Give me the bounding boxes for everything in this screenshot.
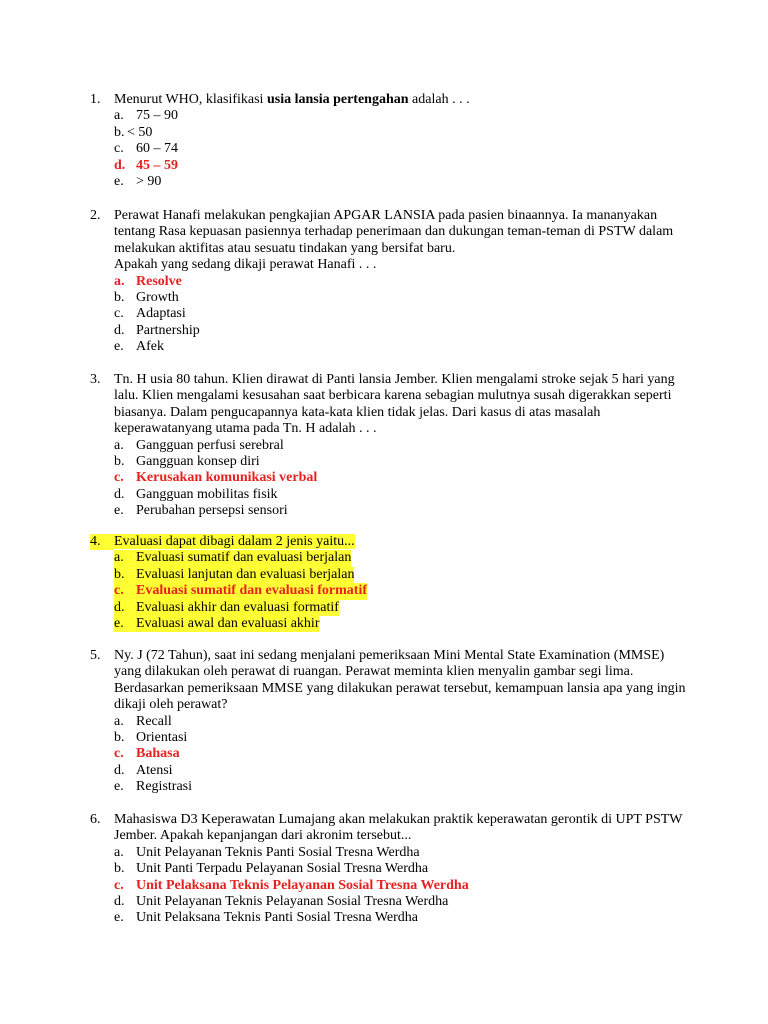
option-b [114,125,690,141]
option-letter: a. [114,437,124,453]
option-letter: e. [114,503,124,519]
option-letter: b. [114,454,125,470]
option-c-correct [114,470,690,486]
question-text [114,372,690,438]
question-text [114,208,690,274]
option-letter: d. [114,157,126,173]
option-letter: c. [114,141,124,157]
option-text: Recall [136,713,172,729]
option-text: Evaluasi lanjutan dan evaluasi berjalan [136,566,355,582]
option-b [114,730,690,746]
option-d [114,487,690,503]
question-emphasis: usia lansia pertengahan [266,92,409,107]
question-line: Jember. Apakah kepanjangan dari akronim tersebut... [114,828,412,844]
option-letter: b. [114,730,125,746]
option-c-correct [114,583,690,599]
option-a-correct [114,274,690,290]
option-list [114,714,690,796]
option-e [114,339,690,355]
question-number: 6. [90,812,101,827]
question-number: 3. [90,372,101,387]
option-letter: e. [114,910,124,926]
option-text: Gangguan mobilitas fisik [136,486,278,502]
question-line: tentang Rasa kepuasan pasiennya terhadap penerimaan dan dukungan teman-teman di PSTW dalam [114,224,674,240]
question-3 [90,372,690,520]
option-e [114,174,690,190]
option-letter: d. [114,599,125,615]
option-letter: b. [114,566,125,582]
option-e [114,910,690,926]
option-text: > 90 [136,173,162,189]
option-letter: c. [114,583,124,599]
question-line: dikaji oleh perawat? [114,697,228,713]
option-text: Unit Pelaksana Teknis Pelayanan Sosial Tresna Werdha [136,877,469,893]
option-letter: c. [114,306,124,322]
option-list [114,550,690,632]
question-line: melakukan aktifitas atau sesuatu tindakan yang bersifat baru. [114,240,456,256]
option-text: Partnership [136,322,200,338]
option-letter: b. [114,290,125,306]
question-number: 5. [90,648,101,663]
question-line: keperawatanyang utama pada Tn. H adalah . . . [114,421,377,437]
option-text: Growth [136,290,179,306]
option-a [114,550,690,566]
option-c [114,306,690,322]
option-text: Unit Panti Terpadu Pelayanan Sosial Tresna Werdha [136,861,429,877]
option-letter: b. [114,861,125,877]
option-text: 75 – 90 [136,108,178,124]
option-b [114,290,690,306]
question-6 [90,812,690,927]
question-number: 1. [90,92,101,107]
question-line: biasanya. Dalam pengucapannya kata-kata klien tidak jelas. Dari kasus di atas masalah [114,404,601,420]
option-letter: d. [114,893,125,909]
option-text: Bahasa [136,746,180,762]
option-letter: d. [114,762,125,778]
question-line: Ny. J (72 Tahun), saat ini sedang menjalani pemeriksaan Mini Mental State Examination (MMSE) [114,648,665,663]
question-1 [90,92,690,190]
option-letter: e. [114,615,124,631]
option-list [114,108,690,190]
option-letter: c. [114,877,124,893]
option-text: 60 – 74 [136,141,178,157]
option-text: Evaluasi sumatif dan evaluasi formatif [136,583,368,599]
option-d [114,763,690,779]
option-d [114,600,690,616]
option-b [114,861,690,877]
question-number: 4. [90,534,114,550]
question-number: 2. [90,208,101,223]
option-text: Gangguan perfusi serebral [136,437,284,453]
option-letter: e. [114,339,124,355]
question-line: Berdasarkan pemeriksaan MMSE yang dilakukan perawat tersebut, kemampuan lansia apa yang ingin [114,680,686,696]
option-text: Evaluasi awal dan evaluasi akhir [136,615,320,631]
option-c-correct [114,746,690,762]
option-a [114,845,690,861]
question-line: yang dilakukan oleh perawat di ruangan. Perawat meminta klien menyalin gambar segi lima. [114,664,634,680]
option-letter: c. [114,470,124,486]
option-letter: e. [114,779,124,795]
question-text [114,92,690,108]
option-list [114,438,690,520]
option-text: Perubahan persepsi sensori [136,503,288,519]
option-text: Atensi [136,762,173,778]
option-e [114,503,690,519]
option-text: Orientasi [136,730,188,746]
option-letter: a. [114,550,124,566]
question-line: lalu. Klien mengalami kesusahan saat berbicara karena sebagian mulutnya susah digerakkan seperti [114,388,672,404]
option-text: Unit Pelayanan Teknis Panti Sosial Tresna Werdha [136,844,420,860]
option-text: Kerusakan komunikasi verbal [136,470,318,486]
question-line: Apakah yang sedang dikaji perawat Hanafi . . . [114,257,377,273]
option-text: 45 – 59 [136,157,178,173]
option-text: Adaptasi [136,306,186,322]
question-text [114,534,690,550]
option-text: Afek [136,339,164,355]
option-letter: d. [114,486,125,502]
option-letter: a. [114,273,125,289]
option-letter: c. [114,746,124,762]
option-text: Gangguan konsep diri [136,454,260,470]
option-letter: d. [114,322,125,338]
option-letter: e. [114,173,124,189]
option-letter: b. [114,124,125,140]
option-a [114,438,690,454]
question-text [114,648,690,714]
option-e [114,616,690,632]
option-text: Unit Pelaksana Teknis Panti Sosial Tresna Werdha [136,910,419,926]
option-text: < 50 [127,124,153,140]
option-b [114,454,690,470]
option-text: Unit Pelayanan Teknis Pelayanan Sosial Tresna Werdha [136,893,449,909]
option-list [114,274,690,356]
option-text: adalah . . . [408,92,470,107]
option-c [114,141,690,157]
option-b [114,567,690,583]
question-5 [90,648,690,796]
option-d [114,323,690,339]
question-line: Tn. H usia 80 tahun. Klien dirawat di Panti lansia Jember. Klien mengalami stroke sejak 5 hari yang [114,372,675,387]
option-d-correct [114,158,690,174]
question-text [114,812,690,845]
option-text: Evaluasi akhir dan evaluasi formatif [136,599,339,615]
option-letter: a. [114,713,124,729]
question-line: Perawat Hanafi melakukan pengkajian APGAR LANSIA pada pasien binaannya. Ia mananyakan [114,208,658,223]
question-line: Mahasiswa D3 Keperawatan Lumajang akan melakukan praktik keperawatan gerontik di UPT PSTW [114,812,683,827]
option-list [114,845,690,927]
question-2 [90,208,690,356]
option-a [114,108,690,124]
option-letter: a. [114,108,124,124]
option-c-correct [114,878,690,894]
option-letter: a. [114,844,124,860]
option-text: Menurut WHO, klasifikasi [114,92,267,107]
option-text: Evaluasi sumatif dan evaluasi berjalan [136,550,352,566]
option-e [114,779,690,795]
option-a [114,714,690,730]
option-d [114,894,690,910]
option-text: Resolve [136,273,182,289]
question-4 [90,534,690,632]
option-text: Registrasi [136,779,192,795]
question-line: Evaluasi dapat dibagi dalam 2 jenis yaitu... [114,534,355,549]
